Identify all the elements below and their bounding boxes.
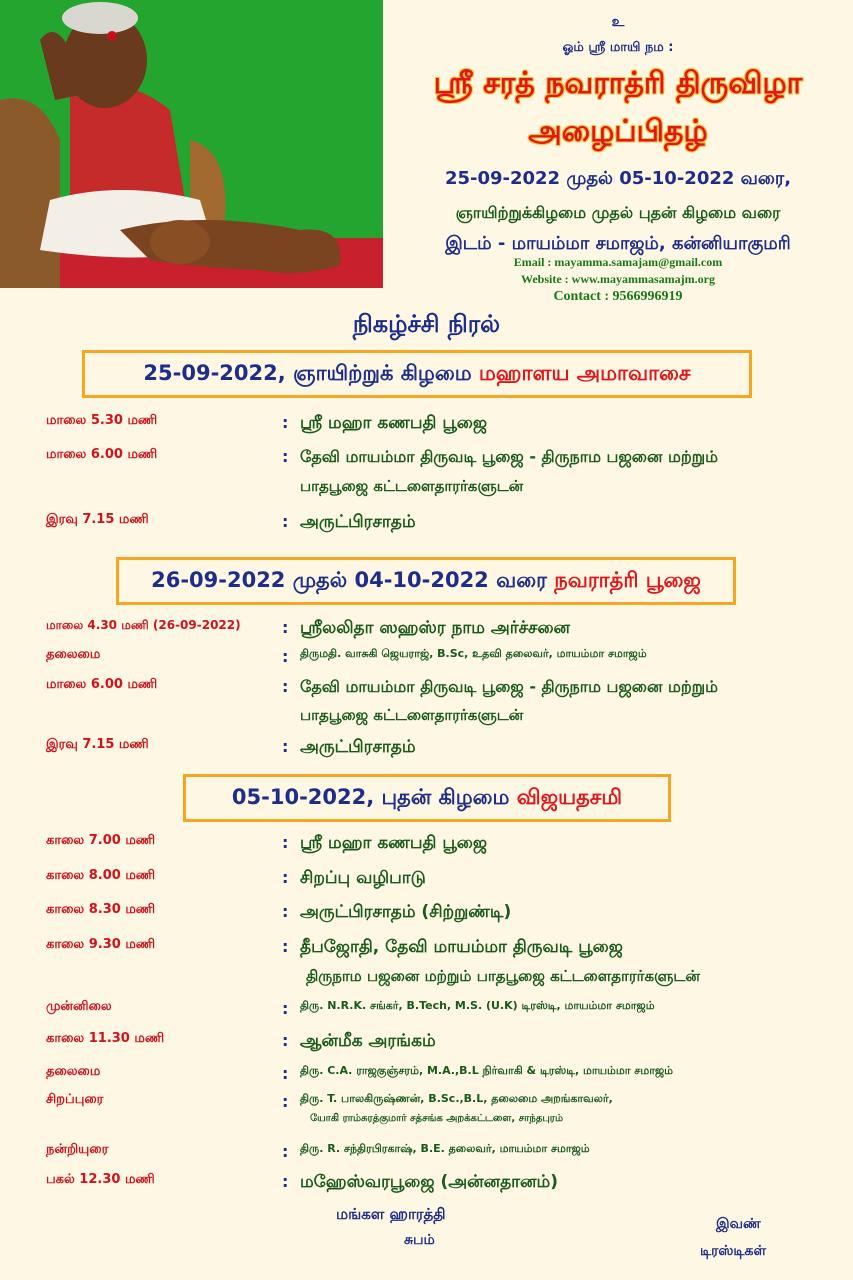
day2-banner-event: நவராத்ரி பூஜை [554, 568, 701, 592]
schedule-row [0, 868, 853, 894]
row-event: தேவி மாயம்மா திருவடி பூஜை - திருநாம பஜனை மற்றும் [300, 677, 719, 696]
row-time: காலை 11.30 மணி [46, 1031, 165, 1046]
row-colon: : [282, 647, 289, 666]
schedule-row-cont [0, 1113, 853, 1139]
row-event: சிறப்பு வழிபாடு [300, 868, 426, 888]
row-event: அருட்பிரசாதம் [300, 737, 416, 757]
schedule-row-cont [0, 706, 853, 732]
row-colon: : [282, 677, 289, 696]
row-time: காலை 9.30 மணி [46, 937, 156, 952]
row-colon: : [282, 1031, 289, 1050]
schedule-row [0, 512, 853, 538]
schedule-row [0, 1172, 853, 1198]
row-time: சிறப்புரை [46, 1092, 104, 1107]
row-event: ஸ்ரீ மஹா கணபதி பூஜை [300, 413, 487, 433]
row-event: திரு. N.R.K. சங்கர், B.Tech, M.S. (U.K) டிரஸ்டி, மாயம்மா சமாஜம் [300, 999, 655, 1012]
saint-photo [0, 0, 383, 288]
day3-banner-date: 05-10-2022, புதன் கிழமை [231, 785, 510, 809]
row-event: திரு. T. பாலகிருஷ்ணன், B.Sc.,B.L, தலைமை அறங்காவலர், [300, 1092, 613, 1105]
schedule-row [0, 447, 853, 473]
event-days: ஞாயிற்றுக்கிழமை முதல் புதன் கிழமை வரை [455, 203, 781, 222]
page-subtitle: அழைப்பிதழ் [528, 114, 708, 149]
row-time: மாலை 4.30 மணி (26-09-2022) [46, 618, 241, 632]
subam: சுபம் [404, 1232, 435, 1248]
mangala-harathi: மங்கள ஹாரத்தி [336, 1205, 446, 1223]
schedule-row [0, 1031, 853, 1057]
row-event: திரு. R. சந்திரபிரகாஷ், B.E. தலைவர், மாயம்மா சமாஜம் [300, 1142, 590, 1155]
row-time: நன்றியுரை [46, 1142, 109, 1157]
row-event: அருட்பிரசாதம் (சிற்றுண்டி) [300, 902, 512, 922]
schedule-row [0, 737, 853, 763]
row-colon: : [282, 902, 289, 921]
row-event: தேவி மாயம்மா திருவடி பூஜை - திருநாம பஜனை மற்றும் [300, 447, 719, 466]
day2-banner-date: 26-09-2022 முதல் 04-10-2022 வரை [151, 568, 547, 592]
row-colon: : [282, 447, 289, 466]
row-event: அருட்பிரசாதம் [300, 512, 416, 532]
program-title: நிகழ்ச்சி நிரல் [352, 310, 501, 338]
schedule-row [0, 1142, 853, 1168]
ivan: இவண் [716, 1216, 761, 1232]
row-time: காலை 8.00 மணி [46, 868, 156, 883]
contact-website: Website : www.mayammasamajm.org [521, 272, 715, 286]
row-time: இரவு 7.15 மணி [46, 512, 149, 527]
row-event: ஸ்ரீலலிதா ஸஹஸ்ர நாம அர்ச்சனை [300, 618, 571, 638]
day3-banner-event: விஜயதசமி [516, 785, 623, 809]
schedule-row-cont [0, 967, 853, 993]
schedule-row [0, 413, 853, 439]
row-colon: : [282, 833, 289, 852]
row-event-cont: பாதபூஜை கட்டளைதாரர்களுடன் [300, 477, 524, 495]
row-colon: : [282, 1092, 289, 1111]
row-colon: : [282, 868, 289, 887]
row-time: மாலை 5.30 மணி [46, 413, 158, 428]
contact-phone: Contact : 9566996919 [553, 289, 683, 304]
row-event: மஹேஸ்வரபூஜை (அன்னதானம்) [300, 1172, 558, 1192]
event-dates: 25-09-2022 முதல் 05-10-2022 வரை, [444, 168, 792, 189]
contact-email: Email : mayamma.samajam@gmail.com [513, 255, 723, 269]
row-time: காலை 8.30 மணி [46, 902, 156, 917]
row-colon: : [282, 1064, 289, 1083]
row-event: திருமதி. வாசுகி ஜெயராஜ், B.Sc, உதவி தலைவர், மாயம்மா சமாஜம் [300, 647, 647, 660]
row-colon: : [282, 937, 289, 956]
day1-banner-date: 25-09-2022, ஞாயிற்றுக் கிழமை [143, 361, 472, 385]
row-time: மாலை 6.00 மணி [46, 677, 158, 692]
schedule-row [0, 618, 853, 644]
schedule-row [0, 937, 853, 963]
row-event: திரு. C.A. ராஜகுஞ்சரம், M.A.,B.L நிர்வாகி & டிரஸ்டி, மாயம்மா சமாஜம் [300, 1064, 673, 1077]
day3-banner [183, 774, 671, 822]
row-event: தீபஜோதி, தேவி மாயம்மா திருவடி பூஜை [300, 937, 623, 957]
day1-banner [82, 350, 752, 398]
row-colon: : [282, 512, 289, 531]
trustees: டிரஸ்டிகள் [700, 1243, 767, 1259]
row-colon: : [282, 1172, 289, 1191]
om-invocation: ஓம் ஸ்ரீ மாயி நம : [562, 40, 674, 55]
page-title: ஸ்ரீ சரத் நவராத்ரி திருவிழா [433, 66, 803, 101]
schedule-row [0, 1064, 853, 1090]
row-time: முன்னிலை [46, 999, 112, 1014]
row-event: ஸ்ரீ மஹா கணபதி பூஜை [300, 833, 487, 853]
schedule-row-cont [0, 477, 853, 503]
schedule-row [0, 677, 853, 703]
row-colon: : [282, 1142, 289, 1161]
row-colon: : [282, 618, 289, 637]
schedule-row [0, 647, 853, 673]
row-colon: : [282, 413, 289, 432]
day2-banner [116, 557, 736, 605]
row-time: தலைமை [46, 647, 101, 662]
row-event-cont: திருநாம பஜனை மற்றும் பாதபூஜை கட்டளைதாரர்களுடன் [306, 967, 700, 985]
schedule-row [0, 902, 853, 928]
event-venue: இடம் - மாயம்மா சமாஜம், கன்னியாகுமரி [445, 233, 791, 254]
day1-banner-event: மஹாளய அமாவாசை [478, 361, 691, 385]
row-event: ஆன்மீக அரங்கம் [300, 1031, 436, 1051]
schedule-row [0, 999, 853, 1025]
row-colon: : [282, 737, 289, 756]
row-time: இரவு 7.15 மணி [46, 737, 149, 752]
u-symbol: உ [611, 14, 625, 30]
row-time: பகல் 12.30 மணி [46, 1172, 155, 1187]
row-event-cont: பாதபூஜை கட்டளைதாரர்களுடன் [300, 706, 524, 724]
schedule-row [0, 833, 853, 859]
row-time: காலை 7.00 மணி [46, 833, 156, 848]
row-time: தலைமை [46, 1064, 101, 1079]
row-event-cont: யோகி ராம்சுரத்குமார் சத்சங்க அறக்கட்டளை, சாந்தபுரம் [310, 1113, 563, 1124]
row-colon: : [282, 999, 289, 1018]
row-time: மாலை 6.00 மணி [46, 447, 158, 462]
